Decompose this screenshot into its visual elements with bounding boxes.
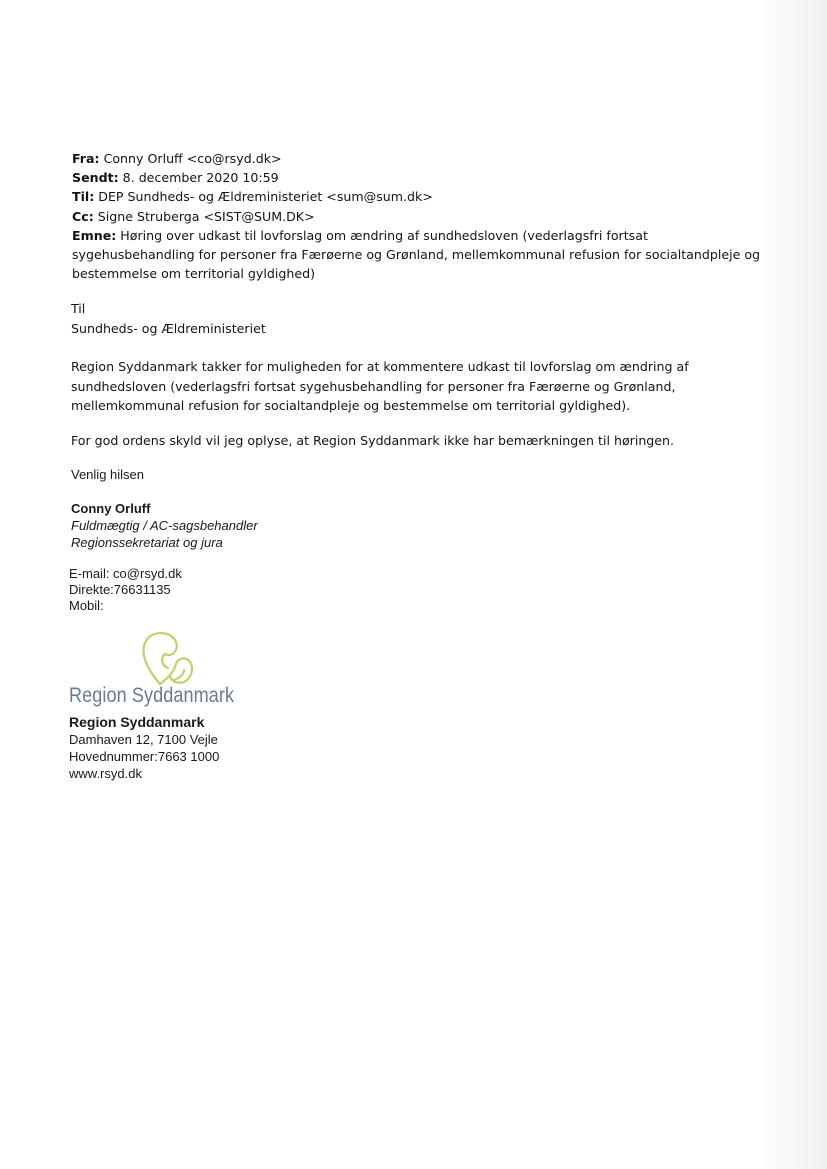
from-value: Conny Orluff <co@rsyd.dk> [103,151,282,166]
logo-text: Region Syddanmark [69,684,235,707]
subject-label: Emne: [72,227,117,243]
sent-value: 8. december 2020 10:59 [122,170,279,186]
address-block [69,714,219,782]
to-value: DEP Sundheds- og Ældreministeriet <sum@sum.dk> [98,189,433,205]
paragraph-1-text: Region Syddanmark takker for muligheden for at kommentere udkast til lovforslag om ændring af sundhedsloven (vederlagsfri fortsat sygehusbehandling for personer fra Færøerne og Grønland, mellemkommunal refusion for socialtandpleje og bestemmelse om territorial gyldighed). [71,359,689,413]
email-header [72,149,772,283]
contact-direct: Direkte:76631135 [69,582,171,597]
region-syddanmark-logo [68,628,248,713]
body-paragraph-2 [71,431,771,451]
greeting: Venlig hilsen [71,467,144,482]
sent-line [72,168,772,187]
recipient-line-1: Til [71,301,86,316]
subject-line [72,226,772,284]
cc-label: Cc: [72,208,94,224]
contact-mobile: Mobil: [69,598,104,613]
cc-line [72,207,772,226]
body-paragraph-1 [71,357,771,416]
paragraph-2-text: For god ordens skyld vil jeg oplyse, at Region Syddanmark ikke har bemærkningen til høringen. [71,433,675,448]
logo-mark-icon [68,628,248,688]
signer-name: Conny Orluff [71,501,151,516]
cc-value: Signe Struberga <SIST@SUM.DK> [97,208,315,224]
to-label: Til: [72,189,95,205]
signer-department: Regionssekretariat og jura [71,535,223,550]
recipient-line-2: Sundheds- og Ældreministeriet [71,320,266,336]
recipient-block [71,299,771,338]
contact-block [69,566,182,614]
sent-label: Sendt: [72,170,119,186]
address-web: www.rsyd.dk [69,766,142,781]
address-org: Region Syddanmark [69,714,205,730]
signature-block [71,500,258,551]
contact-email: E-mail: co@rsyd.dk [69,566,182,581]
address-street: Damhaven 12, 7100 Vejle [69,732,218,747]
signer-title: Fuldmægtig / AC-sagsbehandler [71,518,258,533]
to-line [72,187,772,206]
from-line [72,149,772,168]
address-phone: Hovednummer:7663 1000 [69,749,220,764]
from-label: Fra: [72,151,100,166]
subject-value: Høring over udkast til lovforslag om ændring af sundhedsloven (vederlagsfri fortsat sygehusbehandling for personer fra Færøerne og Grønland, mellemkommunal refusion for socialtandpleje og bestemmelse om territorial gyldighed) [72,227,761,282]
